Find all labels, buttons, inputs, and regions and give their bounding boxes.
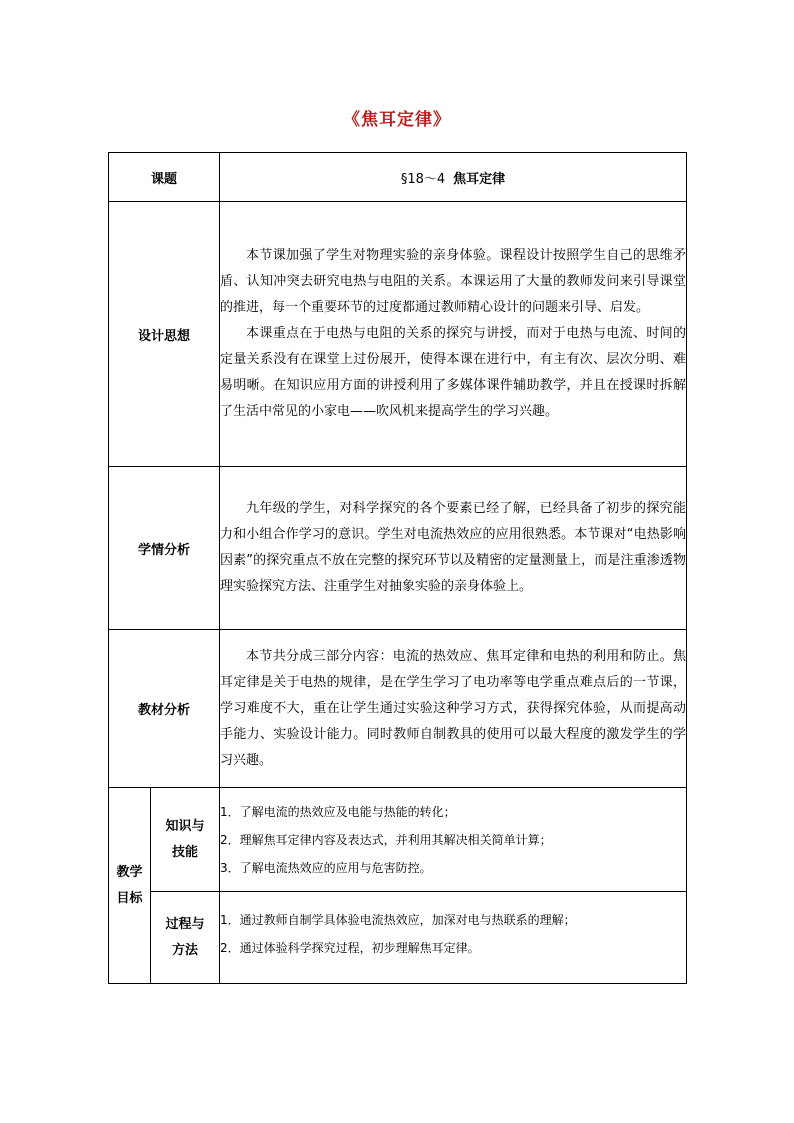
design-content	[220, 202, 687, 467]
list-item: 2．理解焦耳定律内容及表达式，并利用其解决相关简单计算；	[220, 832, 552, 847]
student-paragraph: 九年级的学生，对科学探究的各个要素已经了解，已经具备了初步的探究能力和小组合作学习的意识。学生对电流热效应的应用很熟悉。本节课对“电热影响因素”的探究重点不放在完整的探究环节以及精密的定量测量上，而是注重渗透物理实验探究方法、注重学生对抽象实验的亲身体验上。	[220, 501, 687, 594]
lesson-plan-table	[108, 152, 687, 984]
list-item: 1．了解电流的热效应及电能与热能的转化；	[220, 804, 456, 819]
student-label: 学情分析	[109, 467, 220, 630]
student-content	[220, 467, 687, 630]
textbook-paragraph: 本节共分成三部分内容：电流的热效应、焦耳定律和电热的利用和防止。焦耳定律是关于电热的规律，是在学生学习了电功率等电学重点难点后的一节课，学习难度不大，重在让学生通过实验这种学习方式，获得探究体验，从而提高动手能力、实验设计能力。同时教师自制教具的使用可以最大程度的激发学生的学习兴趣。	[220, 648, 687, 768]
course-section: §18～4	[400, 171, 446, 187]
design-label: 设计思想	[109, 202, 220, 467]
textbook-label: 教材分析	[109, 630, 220, 788]
goal-process-row	[109, 892, 687, 984]
textbook-content	[220, 630, 687, 788]
course-row	[109, 153, 687, 202]
document-title: 《焦耳定律》	[343, 110, 451, 130]
course-topic: 焦耳定律	[453, 171, 506, 187]
design-paragraph: 本课重点在于电热与电阻的关系的探究与讲授，而对于电热与电流、时间的定量关系没有在课堂上过份展开，使得本课在进行中，有主有次、层次分明、难易明晰。在知识应用方面的讲授利用了多媒体课件辅助教学，并且在授课时拆解了生活中常见的小家电——吹风机来提高学生的学习兴趣。	[220, 326, 687, 419]
student-row	[109, 467, 687, 630]
list-item: 2．通过体验科学探究过程，初步理解焦耳定律。	[220, 941, 480, 955]
knowledge-label	[151, 788, 220, 892]
list-item: 3．了解电流热效应的应用与危害防控。	[220, 860, 432, 875]
knowledge-label-line: 知识与	[165, 818, 205, 834]
textbook-row	[109, 630, 687, 788]
knowledge-label-line: 技能	[172, 844, 199, 860]
goals-label	[109, 788, 151, 984]
goal-knowledge-row	[109, 788, 687, 892]
process-items	[220, 892, 687, 984]
process-label	[151, 892, 220, 984]
process-label-line: 过程与	[165, 916, 205, 932]
design-paragraph: 本节课加强了学生对物理实验的亲身体验。课程设计按照学生自己的思维矛盾、认知冲突去研究电热与电阻的关系。本课运用了大量的教师发问来引导课堂的推进，每一个重要环节的过度都通过教师精心设计的问题来引导、启发。	[220, 248, 687, 315]
list-item: 1．通过教师自制学具体验电流热效应，加深对电与热联系的理解；	[220, 913, 576, 927]
knowledge-items	[220, 788, 687, 892]
course-title	[220, 153, 687, 202]
design-row	[109, 202, 687, 467]
course-label: 课题	[109, 153, 220, 202]
goals-label-line: 目标	[116, 890, 143, 906]
goals-label-line: 教学	[116, 864, 143, 880]
process-label-line: 方法	[172, 942, 199, 958]
